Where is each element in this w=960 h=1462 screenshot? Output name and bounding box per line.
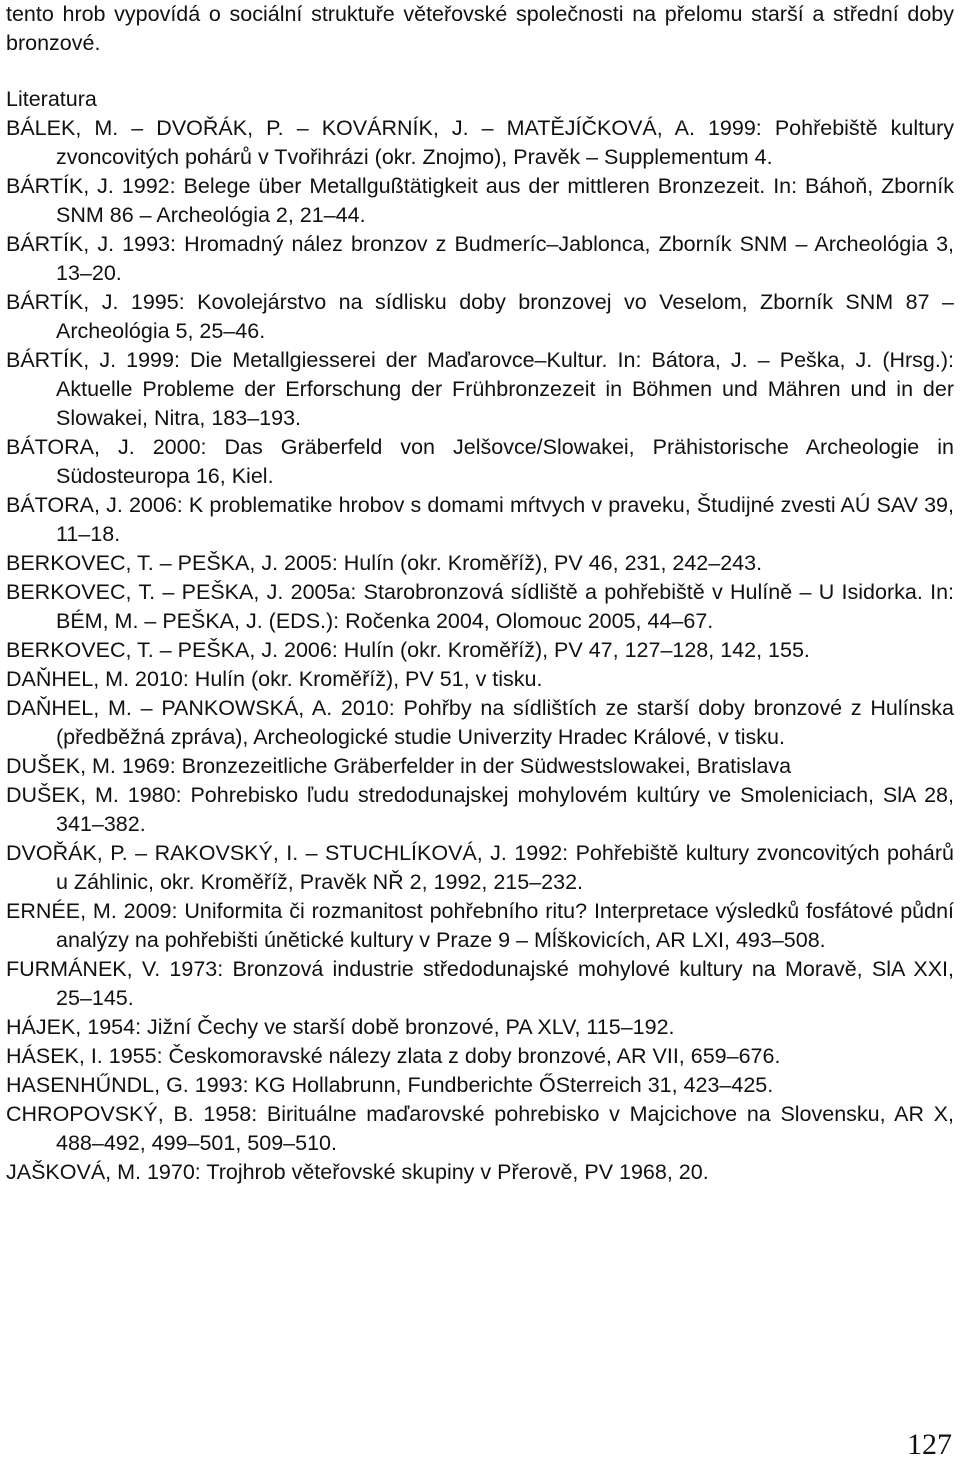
reference-entry: JAŠKOVÁ, M. 1970: Trojhrob věteřovské skupiny v Přerově, PV 1968, 20. (6, 1160, 709, 1184)
reference-entry: HASENHŰNDL, G. 1993: KG Hollabrunn, Fundberichte ŐSterreich 31, 423–425. (6, 1073, 774, 1097)
reference-entry: BERKOVEC, T. – PEŠKA, J. 2005: Hulín (okr. Kroměříž), PV 46, 231, 242–243. (6, 551, 763, 575)
reference-entry: FURMÁNEK, V. 1973: Bronzová industrie středodunajské mohylové kultury na Moravě, SlA XXI, 25–145. (6, 957, 954, 1010)
section-heading: Literatura (6, 87, 97, 111)
reference-entry: DAŇHEL, M. – PANKOWSKÁ, A. 2010: Pohřby na sídlištích ze starší doby bronzové z Hulínska (předběžná zpráva), Archeologické studie Univerzity Hradec Králové, v tisku. (6, 696, 954, 749)
reference-entry: DUŠEK, M. 1969: Bronzezeitliche Gräberfelder in der Südwestslowakei, Bratislava (6, 754, 792, 778)
reference-entry: BÁTORA, J. 2006: K problematike hrobov s domami mŕtvych v praveku, Študijné zvesti AÚ SAV 39, 11–18. (6, 493, 954, 546)
reference-entry: ERNÉE, M. 2009: Uniformita či rozmanitost pohřebního ritu? Interpretace výsledků fosfátové půdní analýzy na pohřebišti únětické kultury v Praze 9 – Mĺškovicích, AR LXI, 493–508. (6, 899, 954, 952)
reference-entry: BÁRTÍK, J. 1999: Die Metallgiesserei der Maďarovce–Kultur. In: Bátora, J. – Peška, J. (Hrsg.): Aktuelle Probleme der Erforschung der Frühbronzezeit in Böhmen und Mähren und in der Slowakei, Nitra, 183–193. (6, 348, 954, 430)
reference-entry: BÁRTÍK, J. 1992: Belege über Metallgußtätigkeit aus der mittleren Bronzezeit. In: Báhoň, Zborník SNM 86 – Archeológia 2, 21–44. (6, 174, 954, 227)
reference-entry: BÁLEK, M. – DVOŘÁK, P. – KOVÁRNÍK, J. – MATĚJÍČKOVÁ, A. 1999: Pohřebiště kultury zvoncovitých pohárů v Tvořihrázi (okr. Znojmo), Pravěk – Supplementum 4. (6, 116, 954, 169)
reference-list (6, 114, 954, 1187)
reference-entry: DUŠEK, M. 1980: Pohrebisko ľudu stredodunajskej mohylovém kultúry ve Smoleniciach, SlA 28, 341–382. (6, 783, 954, 836)
reference-entry: BÁRTÍK, J. 1993: Hromadný nález bronzov z Budmeríc–Jablonca, Zborník SNM – Archeológia 3, 13–20. (6, 232, 954, 285)
reference-entry: CHROPOVSKÝ, B. 1958: Birituálne maďarovské pohrebisko v Majcichove na Slovensku, AR X, 488–492, 499–501, 509–510. (6, 1102, 954, 1155)
reference-entry: HÁJEK, 1954: Jižní Čechy ve starší době bronzové, PA XLV, 115–192. (6, 1015, 675, 1039)
document-page (6, 0, 954, 1187)
reference-entry: BERKOVEC, T. – PEŠKA, J. 2006: Hulín (okr. Kroměříž), PV 47, 127–128, 142, 155. (6, 638, 810, 662)
page-number: 127 (907, 1428, 952, 1461)
reference-entry: BÁRTÍK, J. 1995: Kovolejárstvo na sídlisku doby bronzovej vo Veselom, Zborník SNM 87 – Archeológia 5, 25–46. (6, 290, 954, 343)
reference-entry: BÁTORA, J. 2000: Das Gräberfeld von Jelšovce/Slowakei, Prähistorische Archeologie in Südosteuropa 16, Kiel. (6, 435, 954, 488)
intro-paragraph: tento hrob vypovídá o sociální struktuře věteřovské společnosti na přelomu starší a střední doby bronzové. (6, 2, 954, 55)
reference-entry: HÁSEK, I. 1955: Českomoravské nálezy zlata z doby bronzové, AR VII, 659–676. (6, 1044, 781, 1068)
reference-entry: DAŇHEL, M. 2010: Hulín (okr. Kroměříž), PV 51, v tisku. (6, 667, 543, 691)
reference-entry: DVOŘÁK, P. – RAKOVSKÝ, I. – STUCHLÍKOVÁ, J. 1992: Pohřebiště kultury zvoncovitých pohárů u Záhlinic, okr. Kroměříž, Pravěk NŘ 2, 1992, 215–232. (6, 841, 954, 894)
reference-entry: BERKOVEC, T. – PEŠKA, J. 2005a: Starobronzová sídliště a pohřebiště v Hulíně – U Isidorka. In: BÉM, M. – PEŠKA, J. (EDS.): Ročenka 2004, Olomouc 2005, 44–67. (6, 580, 954, 633)
